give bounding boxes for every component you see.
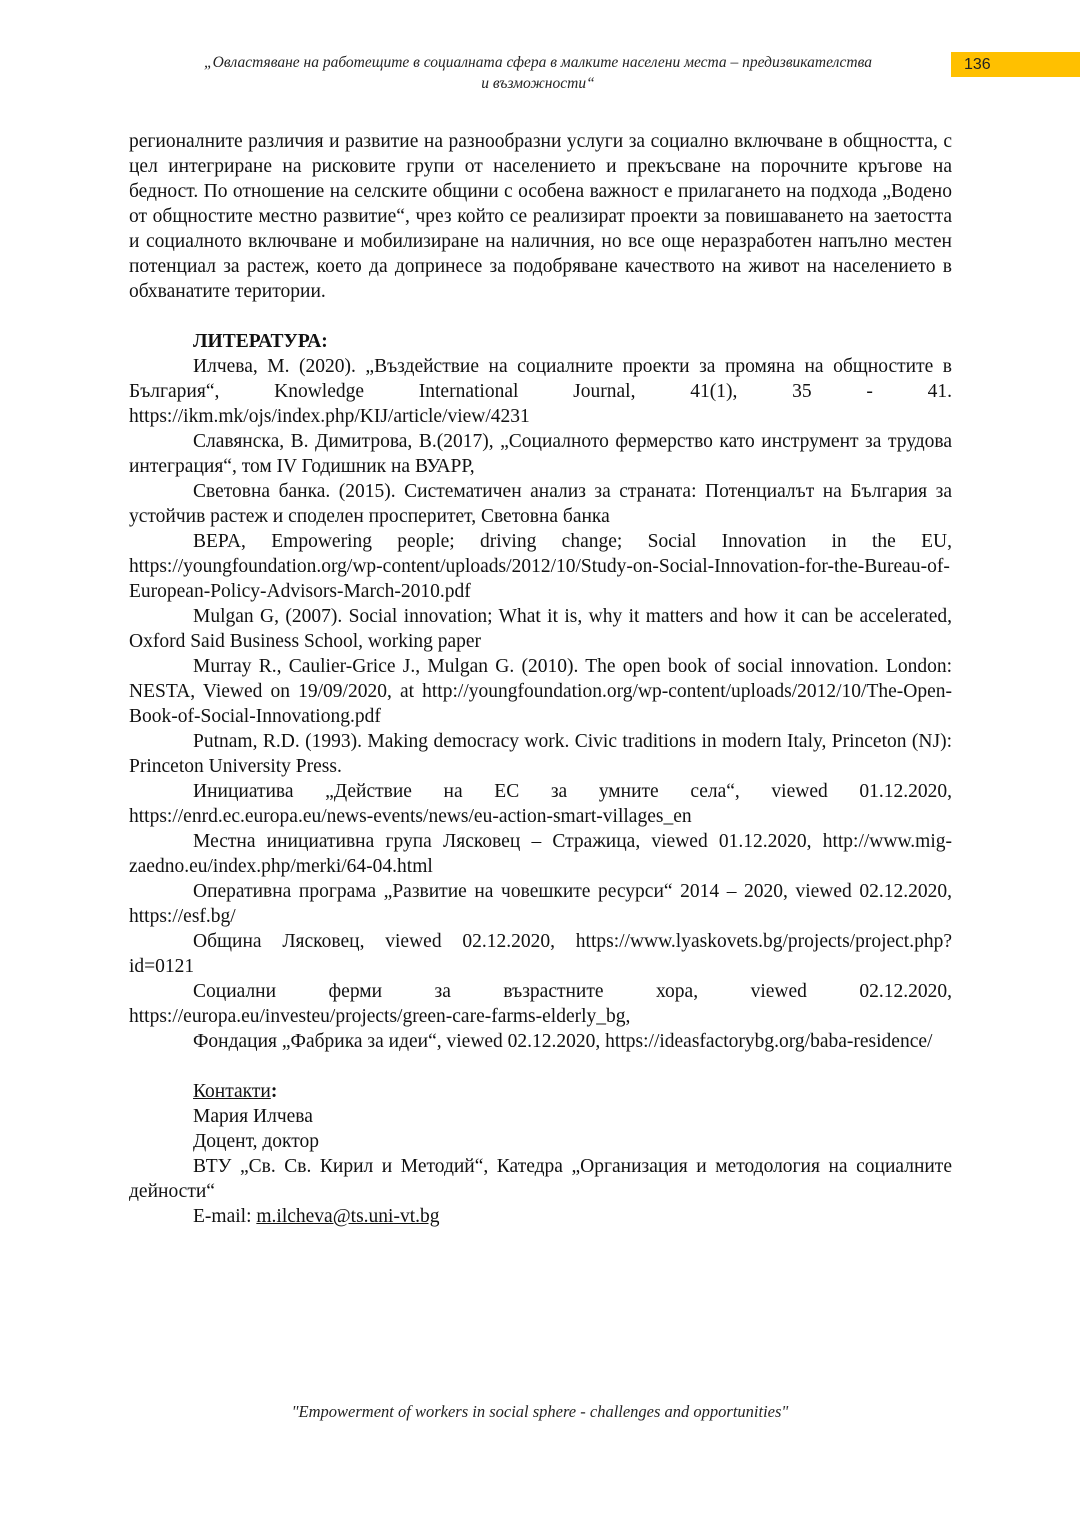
literature-heading: ЛИТЕРАТУРА:	[193, 331, 328, 352]
running-footer: "Empowerment of workers in social sphere - challenges and opportunities"	[291, 1402, 789, 1421]
reference-item: Славянска, В. Димитрова, В.(2017), „Социалното фермерство като инструмент за трудова интеграция“, том IV Годишник на ВУАРР,	[129, 431, 952, 477]
reference-item: Илчева, М. (2020). „Въздействие на социалните проекти за промяна на общностите в България“, Knowledge International Journal, 41(1), 35 - 41. https://ikm.mk/ojs/index.php/KIJ/article/view/4231	[129, 356, 952, 427]
email-label: E-mail:	[193, 1206, 257, 1227]
contact-position: Доцент, доктор	[193, 1131, 320, 1152]
reference-item: Putnam, R.D. (1993). Making democracy work. Civic traditions in modern Italy, Princeton (NJ): Princeton University Press.	[129, 731, 952, 777]
contact-name: Мария Илчева	[193, 1106, 313, 1127]
header-title-line2: и възможности“	[481, 75, 595, 92]
contact-affiliation: ВТУ „Св. Св. Кирил и Методий“, Катедра „Организация и методология на социалните дейности“	[129, 1156, 952, 1202]
contacts-heading	[129, 1079, 952, 1104]
reference-item: Социални ферми за възрастните хора, viewed 02.12.2020, https://europa.eu/investeu/projects/green-care-farms-elderly_bg,	[129, 981, 952, 1027]
email-link[interactable]: m.ilcheva@ts.uni-vt.bg	[256, 1206, 440, 1227]
contact-email-line	[129, 1204, 952, 1229]
reference-item: Murray R., Caulier-Grice J., Mulgan G. (2010). The open book of social innovation. London: NESTA, Viewed on 19/09/2020, at http://youngfoundation.org/wp-content/uploads/2012/10/The-Open-Book-of-Social-Innovationg.pdf	[129, 656, 952, 727]
reference-item: BEPA, Empowering people; driving change; Social Innovation in the EU, https://youngfoundation.org/wp-content/uploads/2012/10/Study-on-Social-Innovation-for-the-Bureau-of-European-Policy-Advisors-March-2010.pdf	[129, 531, 952, 602]
page-body	[129, 129, 952, 1229]
reference-item: Mulgan G, (2007). Social innovation; What it is, why it matters and how it can be accelerated, Oxford Said Business School, working paper	[129, 606, 952, 652]
running-header	[128, 52, 948, 94]
intro-paragraph: регионалните различия и развитие на разнообразни услуги за социално включване в общността, с цел интегриране на рисковите групи от населението и прекъсване на порочните кръгове на бедност. По отношение на селските общини с особена важност е прилагането на подхода „Водено от общностите местно развитие“, чрез който се реализират проекти за повишаването на заетостта и социалното включване и мобилизиране на наличния, но все още неразработен напълно местен потенциал за растеж, което да допринесе за подобряване качеството на живот на населението в обхванатите територии.	[129, 131, 952, 302]
contacts-colon: :	[270, 1081, 278, 1102]
page-number: 136	[951, 52, 1080, 77]
reference-item: Община Лясковец, viewed 02.12.2020, https://www.lyaskovets.bg/projects/project.php?id=0121	[129, 931, 952, 977]
reference-item: Местна инициативна група Лясковец – Стражица, viewed 01.12.2020, http://www.mig-zaedno.eu/index.php/merki/64-04.html	[129, 831, 952, 877]
reference-item: Фондация „Фабрика за идеи“, viewed 02.12.2020, https://ideasfactorybg.org/baba-residence/	[193, 1031, 933, 1052]
header-title-line1: „Овластяване на работещите в социалната сфера в малките населени места – предизвикателства	[204, 54, 872, 71]
contacts-title: Контакти	[193, 1081, 271, 1102]
reference-item: Инициатива „Действие на ЕС за умните села“, viewed 01.12.2020, https://enrd.ec.europa.eu/news-events/news/eu-action-smart-villages_en	[129, 781, 952, 827]
reference-item: Оперативна програма „Развитие на човешките ресурси“ 2014 – 2020, viewed 02.12.2020, https://esf.bg/	[129, 881, 952, 927]
reference-list	[129, 354, 952, 1054]
reference-item: Световна банка. (2015). Систематичен анализ за страната: Потенциалът на България за устойчив растеж и споделен просперитет, Световна банка	[129, 481, 952, 527]
